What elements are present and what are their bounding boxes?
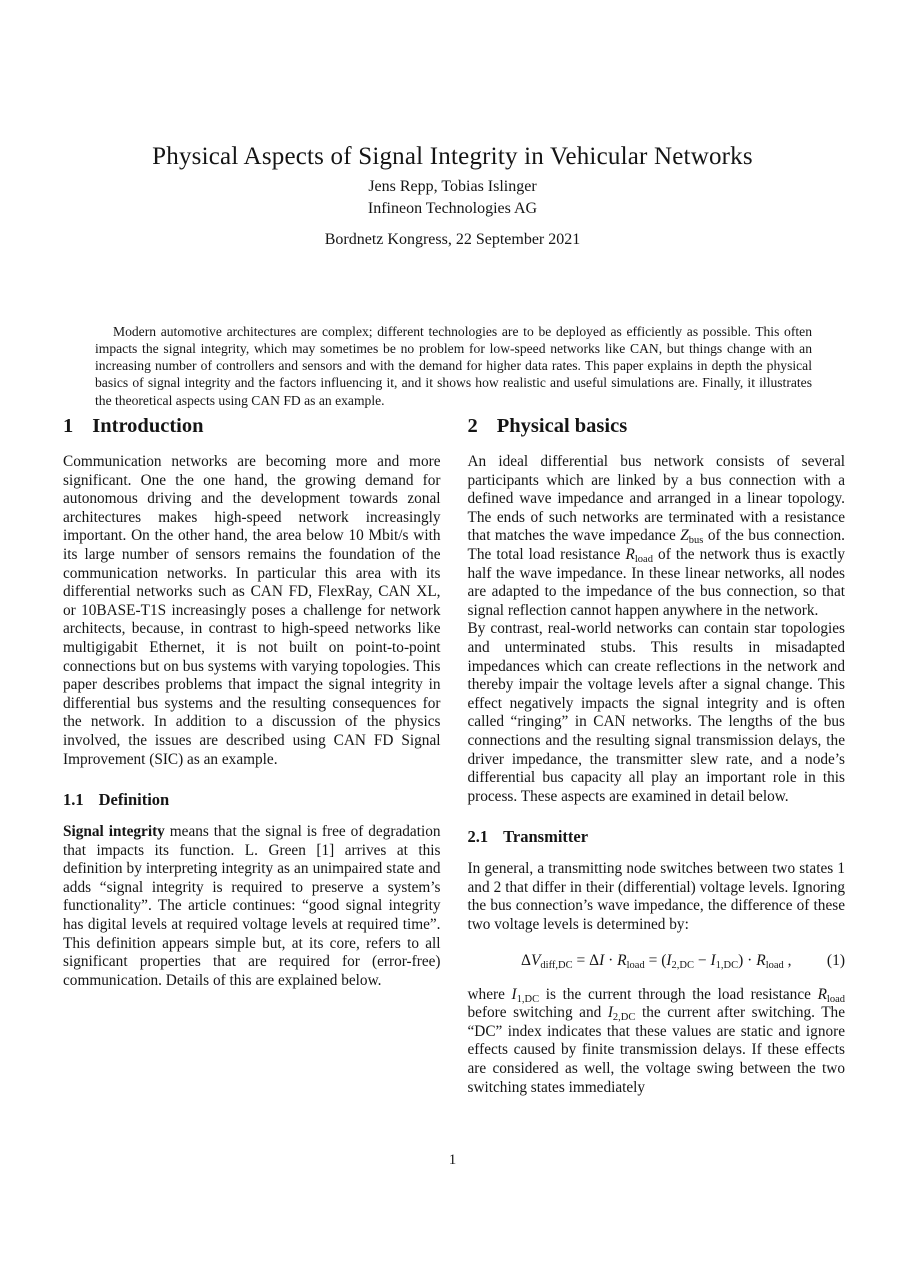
transmitter-after-equation-paragraph: where $I_{1,DC}$ is the current through the load resistance $R_{load}$ before switching and $I_{2,DC}$ the current after switching. The “DC” index indicates that these values are static and ignore effects caused by finite transmission delays. If these effects are considered as well, the voltage swing between the two switching states immediately	[467, 985, 845, 1096]
section-title: Physical basics	[496, 415, 628, 437]
author-affiliation: Infineon Technologies AG	[367, 200, 538, 217]
subsection-heading-transmitter	[468, 827, 846, 847]
right-column	[468, 414, 846, 1097]
equation-number: (1)	[826, 951, 845, 969]
transmitter-intro-paragraph: In general, a transmitting node switches between two states 1 and 2 that differ in their (differential) voltage levels. Ignoring the bus connection’s wave impedance, the difference of these two voltage levels is determined by:	[467, 860, 845, 934]
abstract-paragraph: Modern automotive architectures are complex; different technologies are to be deployed as efficiently as possible. This often impacts the signal integrity, which may sometimes be no problem for low-speed networks like CAN, but things change with an increasing number of controllers and sensors and with the demand for higher data rates. This paper explains in depth the physical basics of signal integrity and the factors influencing it, and it shows how realistic and useful simulations are. Finally, it illustrates the theoretical aspects using CAN FD as an example.	[95, 323, 812, 408]
page-number: 1	[448, 1152, 457, 1168]
introduction-paragraph: Communication networks are becoming more and more significant. One the one hand, the growing demand for autonomous driving and the development towards zonal architectures makes high-speed network increasingly important. On the other hand, the area below 10 Mbit/s with its large number of sensors remains the foundation of the communication networks. In particular this area with its differential networks such as CAN FD, FlexRay, CAN XL, or 10BASE-T1S increasingly poses a challenge for network architects, because, in contrast to high-speed networks like multigigabit Ethernet, it is not built on point-to-point connections but on bus systems with varying topologies. This paper describes problems that impact the signal integrity in differential bus systems and the resulting consequences for the network. In addition to a discussion of the physics involved, the issues are described using CAN FD Signal Improvement (SIC) as an example.	[63, 453, 441, 768]
section-title: Introduction	[92, 415, 204, 437]
subsection-title: Definition	[98, 790, 170, 810]
physical-basics-paragraph-2: By contrast, real-world networks can contain star topologies and unterminated stubs. This results in misadapted impedances which can create reflections in the network and thereby impair the voltage levels after a signal change. This effect negatively impacts the signal integrity and is often called “ringing” in CAN networks. The lengths of the bus connections and the resulting signal transmission delays, the driver impedance, the transmitter slew rate, and a node’s differential bus capacity all play an important role in this process. These aspects are examined in detail below.	[467, 620, 845, 805]
subsection-heading-definition	[63, 790, 441, 810]
section-number: 2	[467, 415, 478, 437]
definition-paragraph: Signal integrity means that the signal is free of degradation that impacts its function. L. Green [1] arrives at this definition by interpreting integrity as an unimpaired state and adds “signal integrity is required to preserve a system’s functionality”. The article continues: “good signal integrity has digital levels at required voltage levels at required time”. This definition appears simple but, at its core, refers to all significant properties that are required for (error-free) communication. Details of this are explained below.	[63, 823, 441, 989]
left-column	[63, 414, 441, 1097]
section-heading-physical-basics	[468, 414, 846, 438]
two-column-body	[63, 414, 845, 1097]
equation-1	[468, 950, 846, 972]
author-block	[0, 176, 905, 220]
subsection-number: 1.1	[63, 790, 84, 810]
physical-basics-paragraph-1: An ideal differential bus network consists of several participants which are linked by a bus connection with a defined wave impedance and arranged in a linear topology. The ends of such networks are terminated with a resistance that matches the wave impedance $Z_{bus}$ of the bus connection. The total load resistance $R_{load}$ of the network thus is exactly half the wave impedance. In these linear networks, all nodes are adapted to the impedance of the bus connection, so that signal reflection cannot happen anywhere in the network.	[467, 453, 845, 619]
section-number: 1	[63, 415, 74, 437]
subsection-title: Transmitter	[503, 827, 589, 847]
subsection-number: 2.1	[467, 827, 489, 847]
author-line-1: Jens Repp, Tobias Islinger	[368, 178, 537, 195]
section-heading-introduction	[63, 414, 441, 438]
event-date: Bordnetz Kongress, 22 September 2021	[324, 231, 581, 248]
paper-title: Physical Aspects of Signal Integrity in Vehicular Networks	[152, 142, 753, 170]
equation-formula: $\Delta V_{diff,DC} = \Delta I \cdot R_{load} = (I_{2,DC} - I_{1,DC}) \cdot R_{load}$ ,	[520, 951, 792, 971]
